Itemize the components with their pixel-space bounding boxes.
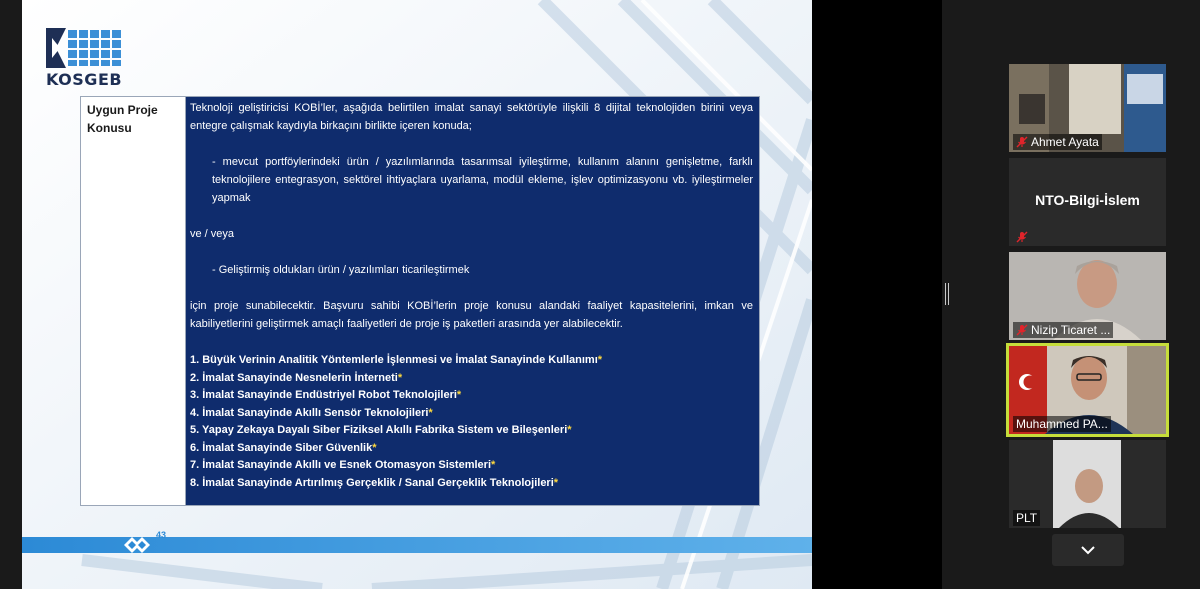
participant-display-name: NTO-Bilgi-İslem bbox=[1035, 192, 1140, 208]
shared-slide bbox=[22, 0, 812, 589]
list-item: 3. İmalat Sanayinde Endüstriyel Robot Teknolojileri* bbox=[190, 389, 462, 401]
participant-name-bar: Ahmet Ayata bbox=[1013, 134, 1102, 150]
list-item: 1. Büyük Verinin Analitik Yöntemlerle İşlenmesi ve İmalat Sanayinde Kullanımı* bbox=[190, 354, 603, 366]
participant-tile-nto[interactable] bbox=[1009, 158, 1166, 246]
list-item: 4. İmalat Sanayinde Akıllı Sensör Teknolojileri* bbox=[190, 406, 433, 419]
content-cell bbox=[186, 97, 759, 505]
muted-mic-icon bbox=[1016, 136, 1028, 148]
logo-grid-icon bbox=[46, 28, 126, 68]
share-margin bbox=[812, 0, 942, 589]
kosgeb-logo bbox=[46, 28, 126, 90]
row-label: Uygun Proje Konusu bbox=[87, 103, 158, 135]
participant-name-bar: Nizip Ticaret ... bbox=[1013, 322, 1113, 338]
list-item: 2. İmalat Sanayinde Nesnelerin İnterneti* bbox=[190, 371, 403, 384]
intro-text: Teknoloji geliştiricisi KOBİ’ler, aşağıda belirtilen imalat sanayi sektörüyle ilişkili 8 dijital teknolojiden birini veya entegre çalışmak kaydıyla birkaçını birlikte içeren konuda; bbox=[190, 102, 753, 132]
closing-text: için proje sunabilecektir. Başvuru sahibi KOBİ’lerin proje konusu alandaki faaliyet kapasitelerini, imkan ve kabiliyetlerini geliştirmek amaçlı faaliyetleri de proje iş paketleri arasında yer alabilecektir. bbox=[190, 300, 753, 330]
participant-tile-plt[interactable] bbox=[1009, 440, 1166, 528]
participant-name-bar bbox=[1013, 230, 1031, 244]
muted-mic-icon bbox=[1016, 231, 1028, 243]
bullet-two: - Geliştirmiş oldukları ürün / yazılımları ticarileştirmek bbox=[212, 264, 470, 276]
list-item: 6. İmalat Sanayinde Siber Güvenlik* bbox=[190, 441, 377, 454]
participant-tile-nizip[interactable] bbox=[1009, 252, 1166, 340]
criteria-table bbox=[80, 96, 760, 506]
list-item: 7. İmalat Sanayinde Akıllı ve Esnek Otomasyon Sistemleri* bbox=[190, 459, 496, 471]
list-item: 5. Yapay Zekaya Dayalı Siber Fiziksel Akıllı Fabrika Sistem ve Bileşenleri* bbox=[190, 424, 572, 436]
participant-name-bar: PLT bbox=[1013, 510, 1040, 526]
gallery-scroll-down-button[interactable] bbox=[1052, 534, 1124, 566]
list-item: 8. İmalat Sanayinde Artırılmış Gerçeklik / Sanal Gerçeklik Teknolojileri* bbox=[190, 476, 559, 489]
and-or-text: ve / veya bbox=[190, 228, 235, 240]
label-cell bbox=[81, 97, 186, 505]
page-number: 43 bbox=[156, 530, 167, 540]
technology-list bbox=[190, 352, 602, 492]
participant-tile-ahmet[interactable] bbox=[1009, 64, 1166, 152]
chevron-down-icon bbox=[1052, 534, 1124, 566]
participant-name-bar: Muhammed PA... bbox=[1013, 416, 1111, 432]
video-gallery bbox=[950, 0, 1200, 589]
bullet-one: - mevcut portföylerindeki ürün / yazılımlarında tasarımsal iyileştirme, kullanım alanını genişletme, farklı teknolojilere entegrasyon, sektörel ihtiyaçlara uyarlama, modül ekleme, işlev optimizasyonu vb. iyileştirmeler yapmak bbox=[212, 156, 753, 204]
muted-mic-icon bbox=[1016, 324, 1028, 336]
logo-text: KOSGEB bbox=[46, 70, 123, 89]
participant-tile-muhammed[interactable] bbox=[1009, 346, 1166, 434]
diamond-icon bbox=[124, 537, 152, 553]
